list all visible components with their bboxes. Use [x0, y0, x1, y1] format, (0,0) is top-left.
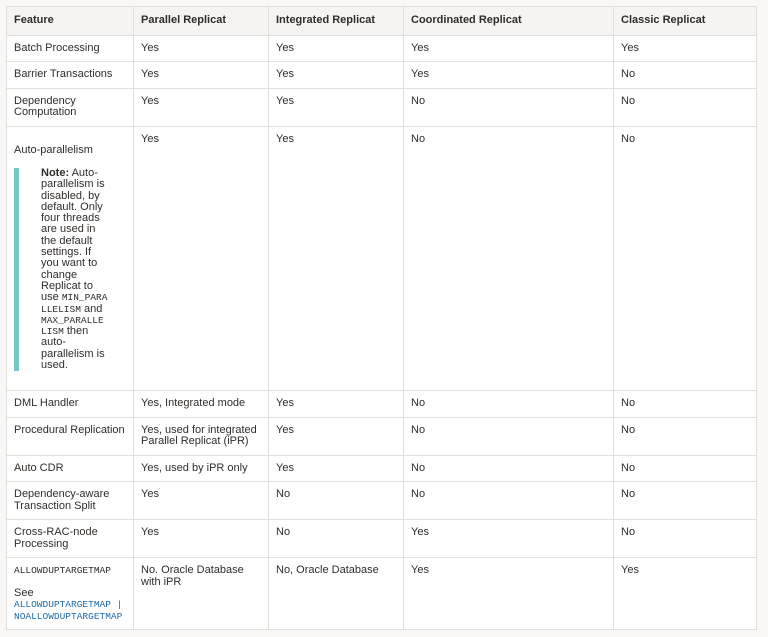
coordinated-cell: Yes	[404, 520, 614, 558]
parallel-cell: Yes	[134, 482, 269, 520]
feature-cell: Dependency-aware Transaction Split	[7, 482, 134, 520]
feature-cell-allowduptargetmap	[7, 558, 134, 630]
feature-comparison-table	[6, 6, 757, 630]
integrated-cell: Yes	[269, 391, 404, 418]
integrated-cell: Yes	[269, 417, 404, 455]
feature-cell: Batch Processing	[7, 35, 134, 62]
feature-param-allowduptargetmap: ALLOWDUPTARGETMAP	[14, 565, 111, 577]
feature-cell: DML Handler	[7, 391, 134, 418]
see-link-allowduptargetmap[interactable]: ALLOWDUPTARGETMAP | NOALLOWDUPTARGETMAP	[14, 599, 123, 622]
note-callout	[14, 168, 109, 371]
classic-cell: No	[614, 482, 757, 520]
parallel-cell: Yes, used by iPR only	[134, 455, 269, 482]
note-label: Note:	[41, 167, 70, 179]
feature-cell: Procedural Replication	[7, 417, 134, 455]
integrated-cell: Yes	[269, 126, 404, 391]
table-header-row	[7, 7, 757, 36]
feature-label: Auto-parallelism	[14, 143, 93, 156]
coordinated-cell: No	[404, 126, 614, 391]
note-text-2: then auto-parallelism is used.	[41, 325, 105, 372]
coordinated-cell: Yes	[404, 35, 614, 62]
param-max-parallelism: MAX_PARALLELISM	[41, 314, 104, 338]
classic-cell: No	[614, 126, 757, 391]
classic-cell: No	[614, 520, 757, 558]
integrated-cell: Yes	[269, 62, 404, 89]
parallel-cell: Yes	[134, 88, 269, 126]
parallel-cell: No. Oracle Database with iPR	[134, 558, 269, 630]
note-and: and	[83, 302, 103, 315]
header-parallel-replicat: Parallel Replicat	[134, 7, 269, 36]
integrated-cell: Yes	[269, 35, 404, 62]
integrated-cell: Yes	[269, 455, 404, 482]
table-row	[7, 482, 757, 520]
table-row	[7, 417, 757, 455]
param-min-parallelism: MIN_PARALLELISM	[41, 292, 108, 315]
table-row	[7, 35, 757, 62]
see-label: See	[14, 586, 34, 599]
header-coordinated-replicat: Coordinated Replicat	[404, 7, 614, 36]
classic-cell: No	[614, 62, 757, 89]
table-row	[7, 62, 757, 89]
coordinated-cell: No	[404, 482, 614, 520]
classic-cell: No	[614, 455, 757, 482]
classic-cell: Yes	[614, 35, 757, 62]
parallel-cell: Yes	[134, 520, 269, 558]
coordinated-cell: No	[404, 455, 614, 482]
classic-cell: No	[614, 391, 757, 418]
classic-cell: No	[614, 417, 757, 455]
integrated-cell: No	[269, 482, 404, 520]
feature-cell: Cross-RAC-node Processing	[7, 520, 134, 558]
table-row	[7, 391, 757, 418]
table-row	[7, 520, 757, 558]
integrated-cell: No, Oracle Database	[269, 558, 404, 630]
feature-cell-auto-parallelism	[7, 126, 134, 391]
integrated-cell: Yes	[269, 88, 404, 126]
header-integrated-replicat: Integrated Replicat	[269, 7, 404, 36]
table-row	[7, 455, 757, 482]
feature-cell: Dependency Computation	[7, 88, 134, 126]
table-row	[7, 88, 757, 126]
integrated-cell: No	[269, 520, 404, 558]
parallel-cell: Yes, Integrated mode	[134, 391, 269, 418]
coordinated-cell: Yes	[404, 558, 614, 630]
parallel-cell: Yes	[134, 62, 269, 89]
classic-cell: No	[614, 88, 757, 126]
coordinated-cell: No	[404, 417, 614, 455]
coordinated-cell: Yes	[404, 62, 614, 89]
header-classic-replicat: Classic Replicat	[614, 7, 757, 36]
table-row	[7, 558, 757, 630]
coordinated-cell: No	[404, 88, 614, 126]
feature-cell: Auto CDR	[7, 455, 134, 482]
coordinated-cell: No	[404, 391, 614, 418]
parallel-cell: Yes	[134, 126, 269, 391]
table-row	[7, 126, 757, 391]
classic-cell: Yes	[614, 558, 757, 630]
parallel-cell: Yes	[134, 35, 269, 62]
header-feature: Feature	[7, 7, 134, 36]
parallel-cell: Yes, used for integrated Parallel Replicat (iPR)	[134, 417, 269, 455]
note-text-1: Auto-parallelism is disabled, by default. Only four threads are used in the default settings. If you want to change Replicat to use	[41, 167, 105, 304]
feature-cell: Barrier Transactions	[7, 62, 134, 89]
